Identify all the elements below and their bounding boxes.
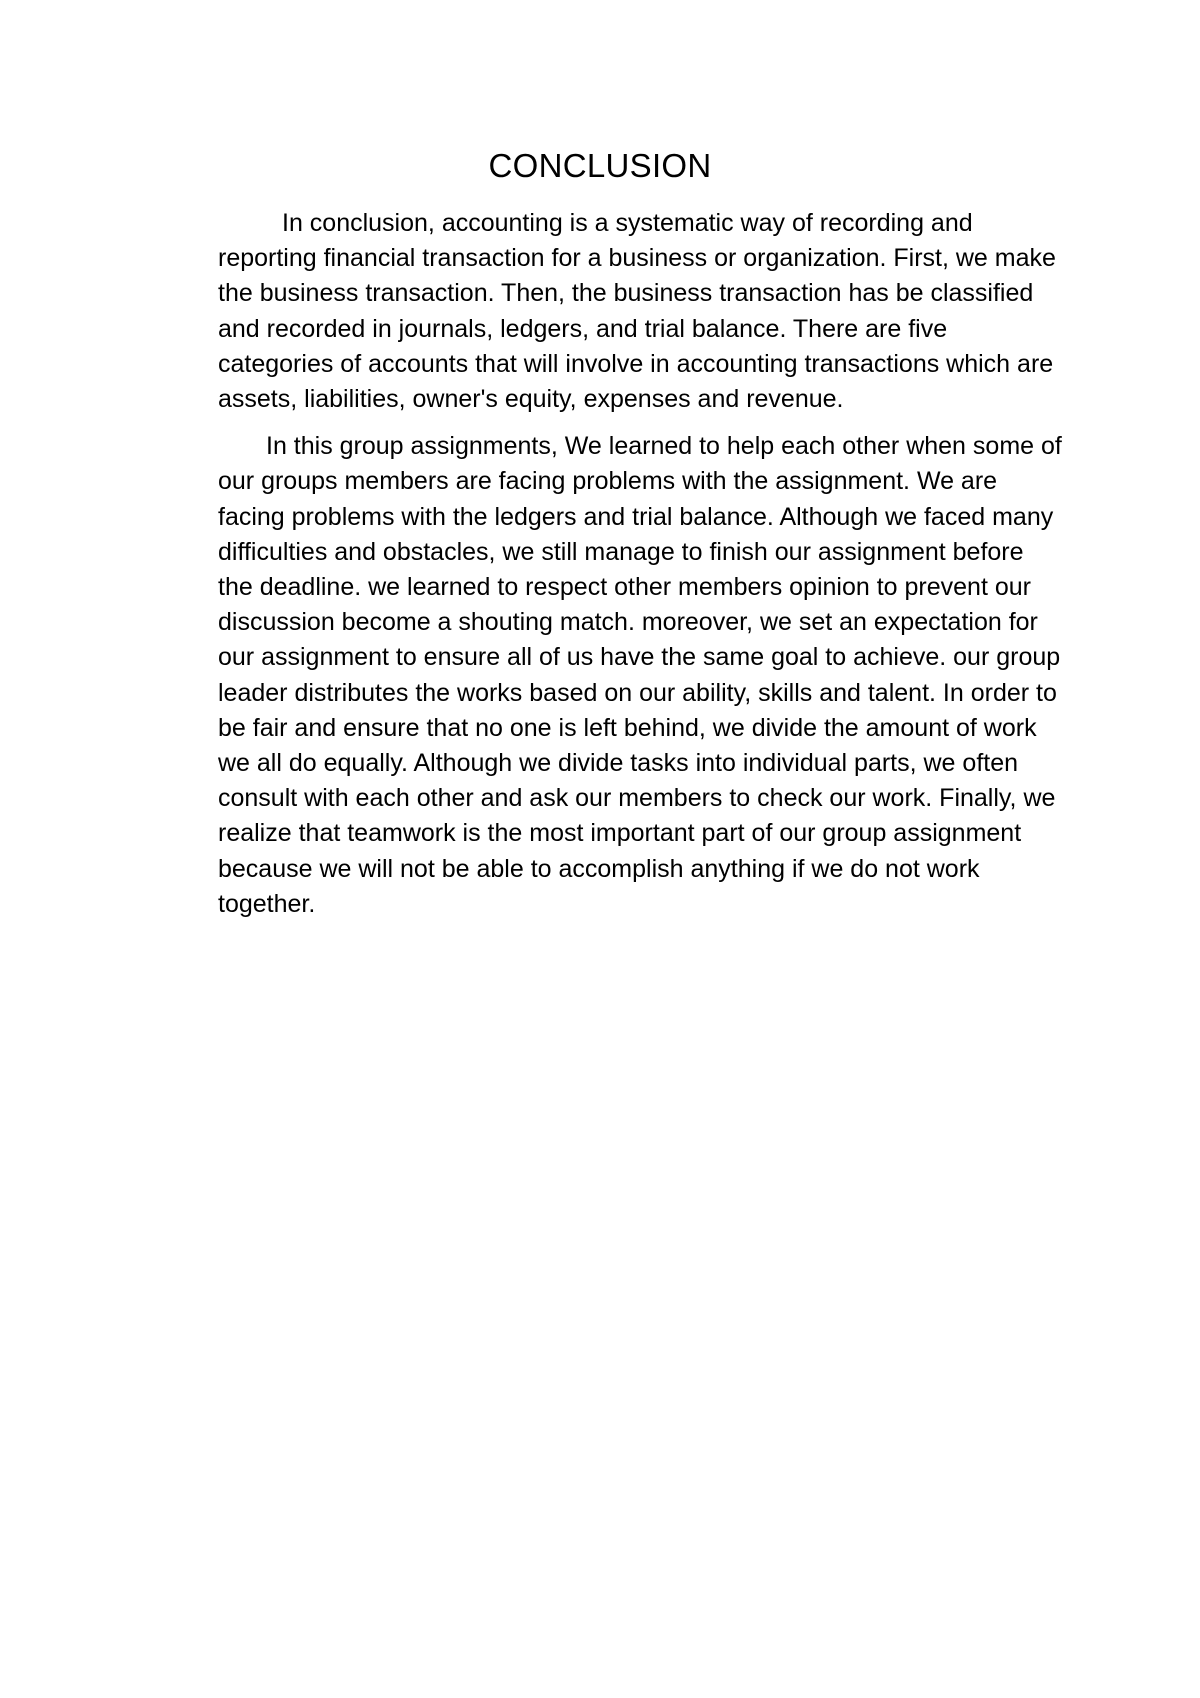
paragraph-conclusion-summary: In conclusion, accounting is a systematic way of recording and reporting financial transaction for a business or organization. First, we make the business transaction. Then, the business transaction has be classified and recorded in journals, ledgers, and trial balance. There are five categories of accounts that will involve in accounting transactions which are assets, liabilities, owner's equity, expenses and revenue. <box>218 209 1056 414</box>
document-body <box>218 206 1063 922</box>
page-title: CONCLUSION <box>488 147 712 184</box>
paragraph-group-reflection: In this group assignments, We learned to help each other when some of our groups members are facing problems with the assignment. We are facing problems with the ledgers and trial balance. Although we faced many difficulties and obstacles, we still manage to finish our assignment before the deadline. we learned to respect other members opinion to prevent our discussion become a shouting match. moreover, we set an expectation for our assignment to ensure all of us have the same goal to achieve. our group leader distributes the works based on our ability, skills and talent. In order to be fair and ensure that no one is left behind, we divide the amount of work we all do equally. Although we divide tasks into individual parts, we often consult with each other and ask our members to check our work. Finally, we realize that teamwork is the most important part of our group assignment because we will not be able to accomplish anything if we do not work together. <box>218 432 1062 918</box>
